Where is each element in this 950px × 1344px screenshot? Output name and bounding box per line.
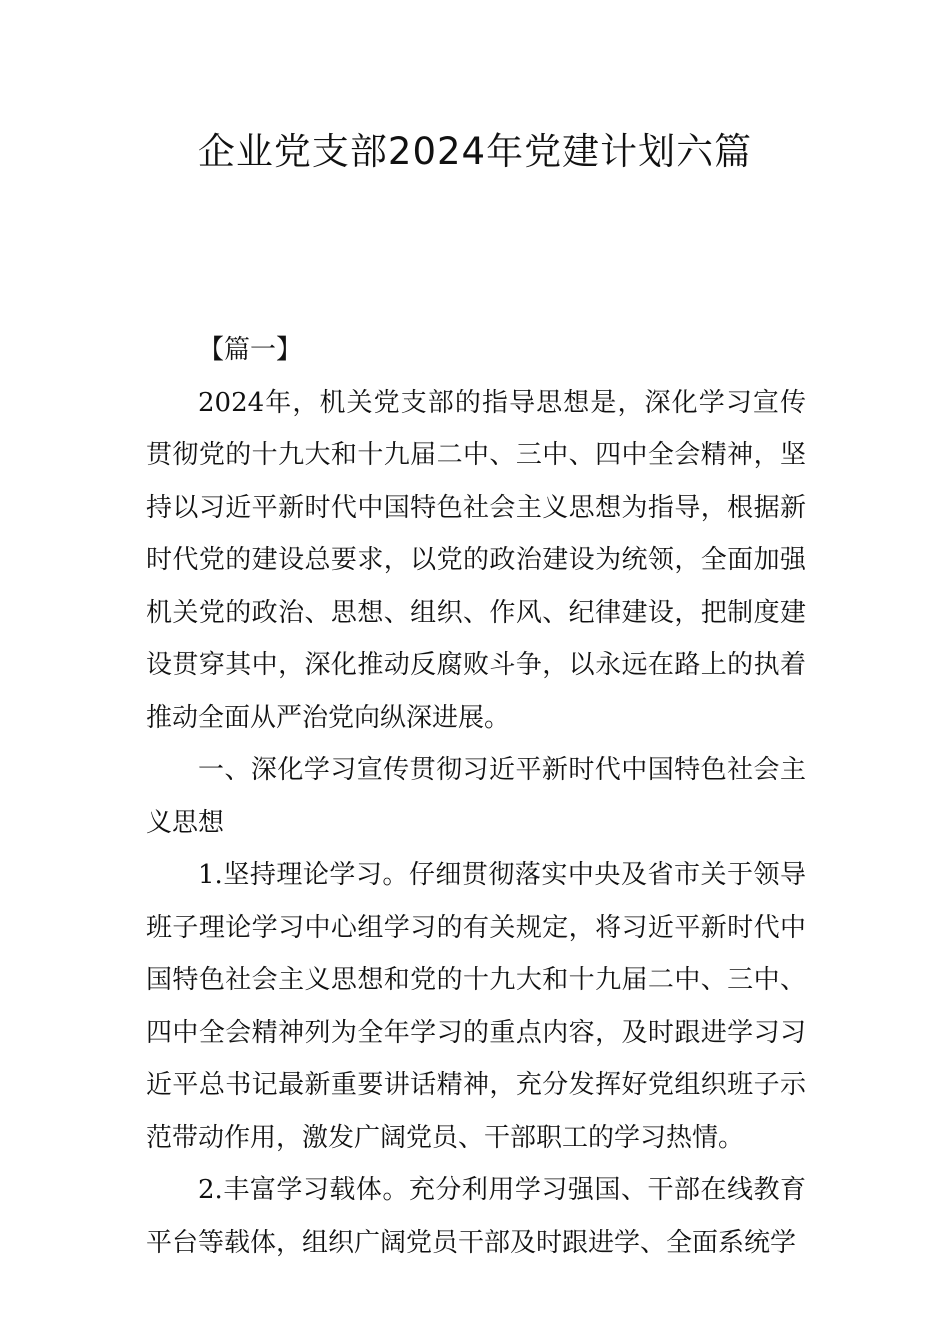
paragraph-guiding-thought: 2024年，机关党支部的指导思想是，深化学习宣传贯彻党的十九大和十九届二中、三中、四中全会精神，坚持以习近平新时代中国特色社会主义思想为指导，根据新时代党的建设总要求，以党的政治建设为统领，全面加强机关党的政治、思想、组织、作风、纪律建设，把制度建设贯穿其中，深化推动反腐败斗争，以永远在路上的执着推动全面从严治党向纵深进展。 [146, 387, 806, 733]
heading-section-one: 一、深化学习宣传贯彻习近平新时代中国特色社会主义思想 [146, 755, 806, 838]
paragraph-item-2: 2.丰富学习载体。充分利用学习强国、干部在线教育平台等载体，组织广阔党员干部及时跟进学、全面系统学 [146, 1175, 806, 1258]
document-title: 企业党支部2024年党建计划六篇 [197, 130, 753, 173]
document-body [146, 324, 806, 1269]
paragraph-item-1: 1.坚持理论学习。仔细贯彻落实中央及省市关于领导班子理论学习中心组学习的有关规定，将习近平新时代中国特色社会主义思想和党的十九大和十九届二中、三中、四中全会精神列为全年学习的重点内容，及时跟进学习习近平总书记最新重要讲话精神，充分发挥好党组织班子示范带动作用，激发广阔党员、干部职工的学习热情。 [146, 860, 806, 1153]
section-marker: 【篇一】 [198, 335, 303, 365]
